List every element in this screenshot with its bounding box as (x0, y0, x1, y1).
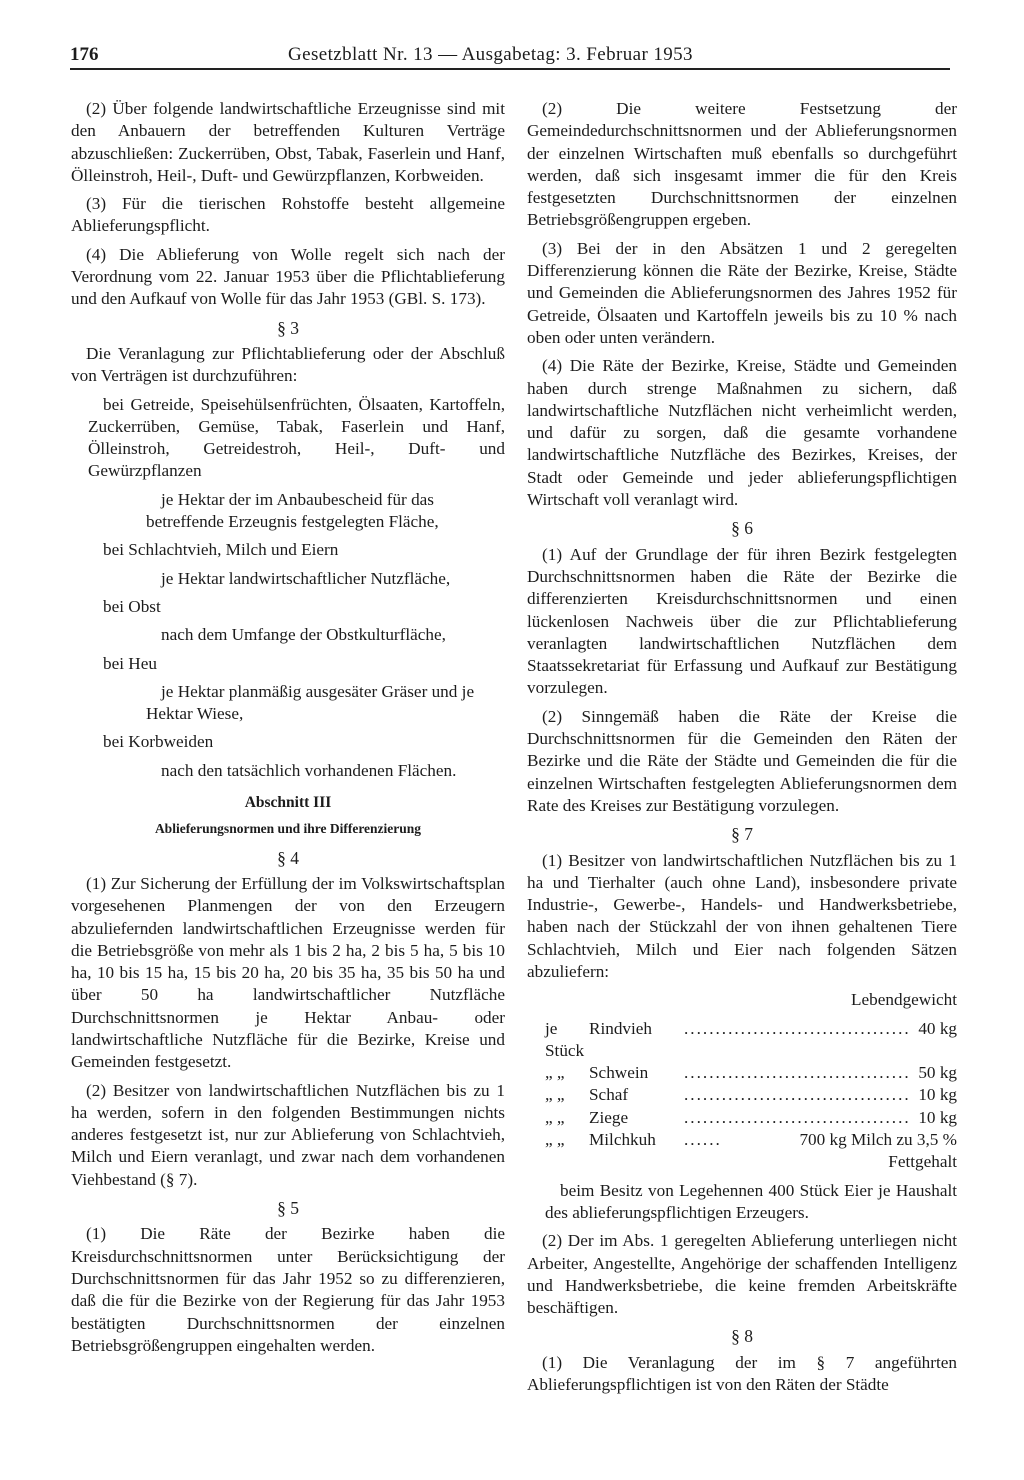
list-item-category: bei Getreide, Speisehülsenfrüchten, Ölsaaten, Kartoffeln, Zuckerrüben, Gemüse, Tabak, Faserlein und Hanf, Ölleinstroh, Getreidestroh, Heil-, Duft- und Gewürzpflanzen (88, 394, 505, 481)
quota-value: 700 kg Milch zu 3,5 % (799, 1130, 957, 1150)
quota-value: 10 kg (918, 1085, 957, 1105)
table-row (527, 1018, 957, 1063)
section-heading: § 3 (277, 317, 299, 338)
dot-leader: .................................... (684, 1107, 911, 1127)
quota-value: 10 kg (918, 1107, 957, 1127)
paragraph: (1) Die Räte der Bezirke haben die Kreisdurchschnittsnormen unter Berücksichtigung der Durchschnittsnormen für das Jahr 1952 so zu differenzieren, daß die für die Bezirke von der Regierung für das Jahr 1953 bestätigten Durchschnittsnormen der einzelnen Betriebsgrößengruppen eingehalten werden. (71, 1224, 505, 1355)
paragraph: (1) Auf der Grundlage der für ihren Bezirk festgelegten Durchschnittsnormen haben die Räte der Bezirke die differenzierten Kreisdurchschnittsnormen und einen lückenlosen Nachweis über die zur Pflichtablieferung veranlagten landwirtschaftlichen Nutzflächen dem Staatssekretariat für Erfassung und Aufkauf zur Bestätigung vorzulegen. (527, 544, 957, 698)
paragraph: beim Besitz von Legehennen 400 Stück Eier je Haushalt des ablieferungspflichtigen Erzeugers. (545, 1180, 957, 1222)
row-prefix: „ „ (545, 1130, 565, 1150)
paragraph: (3) Für die tierischen Rohstoffe besteht allgemeine Ablieferungspflicht. (71, 194, 505, 236)
table-row (527, 1062, 957, 1084)
table-row (527, 1129, 957, 1151)
paragraph: (2) Über folgende landwirtschaftliche Erzeugnisse sind mit den Anbauern der betreffenden Kulturen Verträge abzuschließen: Zuckerrüben, Obst, Tabak, Faserlein und Hanf, Ölleinstroh, Heil-, Duft- und Gewürzpflanzen, Korbweiden. (71, 99, 505, 185)
row-prefix: je Stück (545, 1018, 585, 1060)
quota-value: 40 kg (918, 1018, 957, 1038)
section-heading: § 8 (731, 1326, 753, 1347)
table-row (527, 1107, 957, 1129)
section-heading: § 7 (731, 824, 753, 845)
chapter-heading: Abschnitt III (244, 794, 332, 812)
list-item-category: bei Heu (103, 653, 157, 673)
list-item-description: nach den tatsächlich vorhandenen Flächen. (161, 760, 457, 780)
row-prefix: „ „ (545, 1085, 565, 1105)
animal-name: Milchkuh (589, 1130, 656, 1150)
animal-name: Ziege (589, 1107, 629, 1127)
paragraph: (1) Die Veranlagung der im § 7 angeführten Ablieferungspflichtigen ist von den Räten der Städte (527, 1352, 957, 1395)
dot-leader: .................................... (684, 1085, 911, 1105)
table-column-header: Lebendgewicht (851, 990, 957, 1010)
animal-name: Schaf (589, 1085, 629, 1105)
running-title: Gesetzblatt Nr. 13 — Ausgabetag: 3. Februar 1953 (288, 44, 693, 65)
paragraph: (2) Der im Abs. 1 geregelten Ablieferung unterliegen nicht Arbeiter, Angestellte, Angehörige der schaffenden Intelligenz und Handwerksbetriebe, die keine fremden Arbeitskräfte beschäftigen. (527, 1231, 957, 1318)
header-rule (70, 68, 950, 70)
paragraph: (1) Besitzer von landwirtschaftlichen Nutzflächen bis zu 1 ha und Tierhalter (auch ohne Land), insbesondere private Industrie-, Gewerbe-, Handels- und Handwerksbetriebe, haben nach der Stückzahl der von ihnen gehaltenen Tiere Schlachtvieh, Milch und Eier nach folgenden Sätzen abzuliefern: (527, 850, 957, 981)
quota-value: 50 kg (918, 1063, 957, 1083)
animal-name: Schwein (589, 1063, 649, 1083)
list-item-description: nach dem Umfange der Obstkulturfläche, (161, 625, 446, 645)
table-footnote: Fettgehalt (888, 1152, 957, 1172)
page-header (70, 40, 950, 72)
chapter-title: Ablieferungsnormen und ihre Differenzierung (154, 821, 422, 837)
section-heading: § 4 (277, 847, 299, 868)
row-prefix: „ „ (545, 1063, 565, 1083)
list-item-category: bei Schlachtvieh, Milch und Eiern (103, 540, 339, 560)
paragraph: (2) Sinngemäß haben die Räte der Kreise die Durchschnittsnormen für die Gemeinden den Räten der Bezirke und die Räte der Städte und Gemeinden die für die einzelnen Wirtschaften festgelegten Ablieferungsnormen dem Rate des Kreises zur Bestätigung vorzulegen. (527, 706, 957, 815)
list-item-category: bei Korbweiden (103, 732, 214, 752)
section-heading: § 5 (277, 1198, 299, 1219)
list-item-description: je Hektar landwirtschaftlicher Nutzfläche, (161, 568, 451, 588)
animal-name: Rindvieh (589, 1018, 653, 1038)
dot-leader: .................................... (684, 1018, 911, 1038)
row-prefix: „ „ (545, 1107, 565, 1127)
section-heading: § 6 (731, 518, 753, 539)
paragraph: (1) Zur Sicherung der Erfüllung der im Volkswirtschaftsplan vorgesehenen Planmengen der von den Erzeugern abzuliefernden landwirtschaftlichen Erzeugnisse werden für die Betriebsgröße von mehr als 1 bis 2 ha, 2 bis 5 ha, 5 bis 10 ha, 10 bis 15 ha, 15 bis 20 ha, 20 bis 35 ha, 35 bis 50 ha und über 50 ha landwirtschaftlicher Nutzfläche Durchschnittsnormen je Hektar Anbau- oder landwirtschaftliche Nutzfläche für die Bezirke, Kreise und Gemeinden festgesetzt. (71, 873, 505, 1072)
list-item-description: je Hektar planmäßig ausgesäter Gräser und je Hektar Wiese, (146, 681, 475, 724)
paragraph: (4) Die Ablieferung von Wolle regelt sich nach der Verordnung vom 22. Januar 1953 über die Pflichtablieferung und den Aufkauf von Wolle für das Jahr 1953 (GBl. S. 173). (71, 244, 505, 309)
list-item-category: bei Obst (103, 596, 161, 616)
list-item-description: je Hektar der im Anbaubescheid für das betreffende Erzeugnis festgelegten Fläche, (146, 489, 439, 532)
dot-leader: .................................... (684, 1063, 911, 1083)
dot-leader: ...... (684, 1130, 722, 1150)
paragraph: (3) Bei der in den Absätzen 1 und 2 geregelten Differenzierung können die Räte der Bezirke, Kreise, Städte und Gemeinden die Ablieferungsnormen des Jahres 1952 für Getreide, Ölsaaten und Kartoffeln jeweils bis zu 10 % nach oben oder unten verändern. (527, 238, 957, 347)
paragraph: (4) Die Räte der Bezirke, Kreise, Städte und Gemeinden haben durch strenge Maßnahmen zu sichern, daß landwirtschaftliche Nutzflächen nicht verheimlicht werden, und dafür zu sorgen, daß die gesamte vorhandene landwirtschaftliche Nutzfläche des Bezirkes, Kreises, der Stadt oder Gemeinde und jeder ablieferungspflichtigen Wirtschaft voll veranlagt wird. (527, 356, 957, 510)
table-row (527, 1084, 957, 1106)
page-number: 176 (70, 44, 99, 65)
left-column (71, 98, 505, 1363)
paragraph: Die Veranlagung zur Pflichtablieferung oder der Abschluß von Verträgen ist durchzuführen: (71, 343, 505, 386)
right-column (527, 98, 957, 1402)
paragraph: (2) Besitzer von landwirtschaftlichen Nutzflächen bis zu 1 ha werden, sofern in den folgenden Bestimmungen nichts anderes festgesetzt ist, nur zur Ablieferung von Schlachtvieh, Milch und Eiern veranlagt, und zwar nach dem vorhandenen Viehbestand (§ 7). (71, 1080, 505, 1189)
delivery-table (527, 1018, 957, 1152)
paragraph: (2) Die weitere Festsetzung der Gemeindedurchschnittsnormen und der Ablieferungsnormen der einzelnen Wirtschaften muß ebenfalls so durchgeführt werden, daß sich insgesamt immer die für den Kreis festgesetzten Durchschnittsnormen der einzelnen Betriebsgrößengruppen ergeben. (527, 99, 957, 230)
